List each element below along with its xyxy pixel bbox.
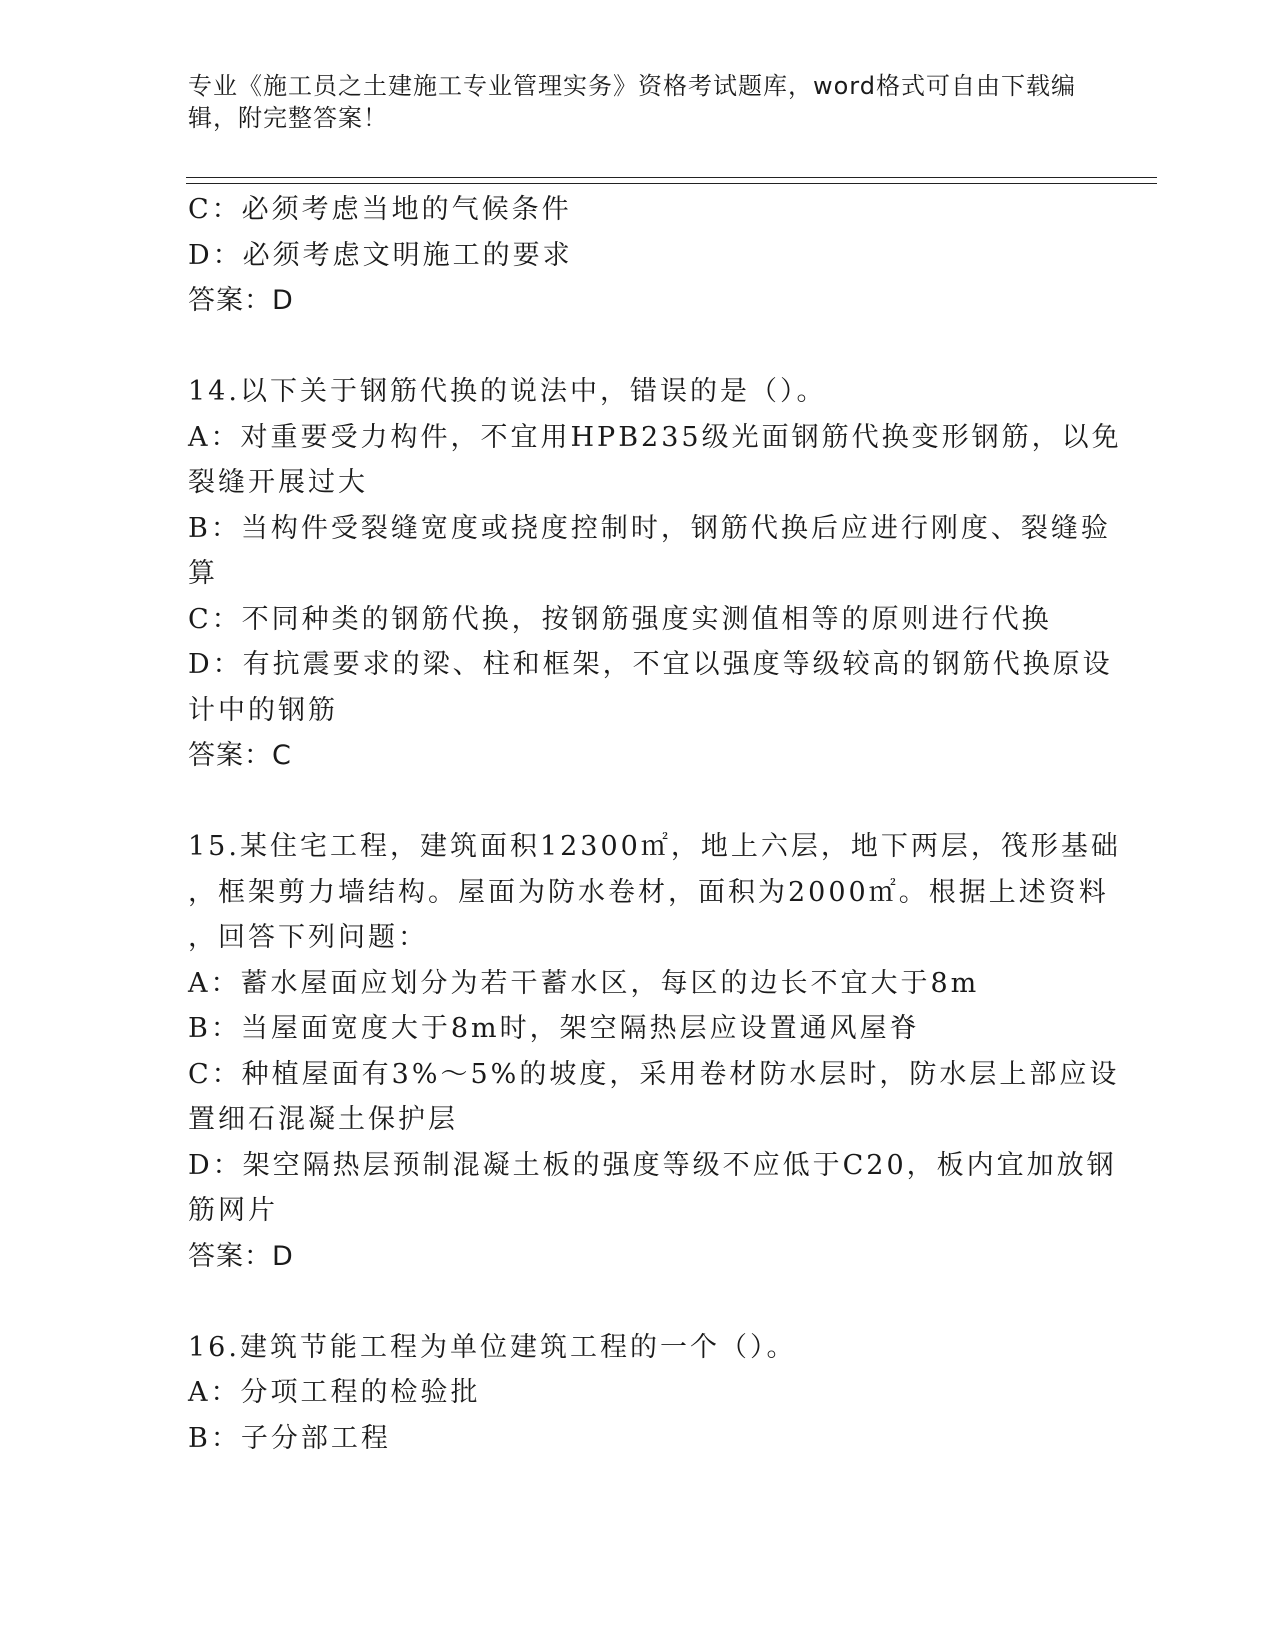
document-body xyxy=(188,187,1122,1461)
spacer xyxy=(188,1279,1088,1325)
q14-option-d-line-2: 计中的钢筋 xyxy=(188,694,338,726)
q13-answer: 答案：D xyxy=(188,285,294,316)
q15-question-line-3: ，回答下列问题： xyxy=(188,922,428,953)
page-header xyxy=(188,70,1076,134)
spacer xyxy=(188,779,1088,825)
q14-option-d-line-1: D：有抗震要求的梁、柱和框架，不宜以强度等级较高的钢筋代换原设 xyxy=(188,649,1113,680)
q14-option-a-line-1: A：对重要受力构件，不宜用HPB235级光面钢筋代换变形钢筋，以免 xyxy=(188,421,1122,453)
q15-option-b: B：当屋面宽度大于8m时，架空隔热层应设置通风屋脊 xyxy=(188,1013,920,1044)
q16-option-b: B：子分部工程 xyxy=(188,1422,391,1454)
q15-option-d-line-2: 筋网片 xyxy=(188,1195,278,1226)
q15-question-line-2: ，框架剪力墙结构。屋面为防水卷材，面积为2000㎡。根据上述资料 xyxy=(188,876,1109,908)
question-15 xyxy=(188,824,1121,1279)
q14-question: 14.以下关于钢筋代换的说法中，错误的是（）。 xyxy=(188,376,827,407)
spacer xyxy=(188,324,1088,370)
question-16 xyxy=(188,1325,1088,1462)
header-divider-top xyxy=(186,177,1157,178)
q16-option-a: A：分项工程的检验批 xyxy=(188,1377,481,1408)
q16-question: 16.建筑节能工程为单位建筑工程的一个（）。 xyxy=(188,1331,797,1363)
q13-option-d: D：必须考虑文明施工的要求 xyxy=(188,239,573,271)
header-line-1: 专业《施工员之土建施工专业管理实务》资格考试题库，word格式可自由下载编 xyxy=(188,72,1076,100)
question-13-continued xyxy=(188,187,1088,324)
q14-option-a-line-2: 裂缝开展过大 xyxy=(188,467,368,498)
question-14 xyxy=(188,369,1122,779)
q14-answer: 答案：C xyxy=(188,740,292,771)
q14-option-c: C：不同种类的钢筋代换，按钢筋强度实测值相等的原则进行代换 xyxy=(188,603,1052,635)
q13-option-c: C：必须考虑当地的气候条件 xyxy=(188,194,572,225)
q15-option-a: A：蓄水屋面应划分为若干蓄水区，每区的边长不宜大于8m xyxy=(188,967,980,999)
header-line-2: 辑，附完整答案！ xyxy=(188,104,388,132)
q14-option-b-line-2: 算 xyxy=(188,558,218,589)
q15-option-d-line-1: D：架空隔热层预制混凝土板的强度等级不应低于C20，板内宜加放钢 xyxy=(188,1149,1117,1181)
q14-option-b-line-1: B：当构件受裂缝宽度或挠度控制时，钢筋代换后应进行刚度、裂缝验 xyxy=(188,512,1111,544)
q15-option-c-line-1: C：种植屋面有3%～5%的坡度，采用卷材防水层时，防水层上部应设 xyxy=(188,1058,1120,1090)
header-divider-bottom xyxy=(186,183,1157,184)
q15-answer: 答案：D xyxy=(188,1240,294,1272)
q15-question-line-1: 15.某住宅工程，建筑面积12300㎡，地上六层，地下两层，筏形基础 xyxy=(188,831,1121,862)
q15-option-c-line-2: 置细石混凝土保护层 xyxy=(188,1104,458,1135)
